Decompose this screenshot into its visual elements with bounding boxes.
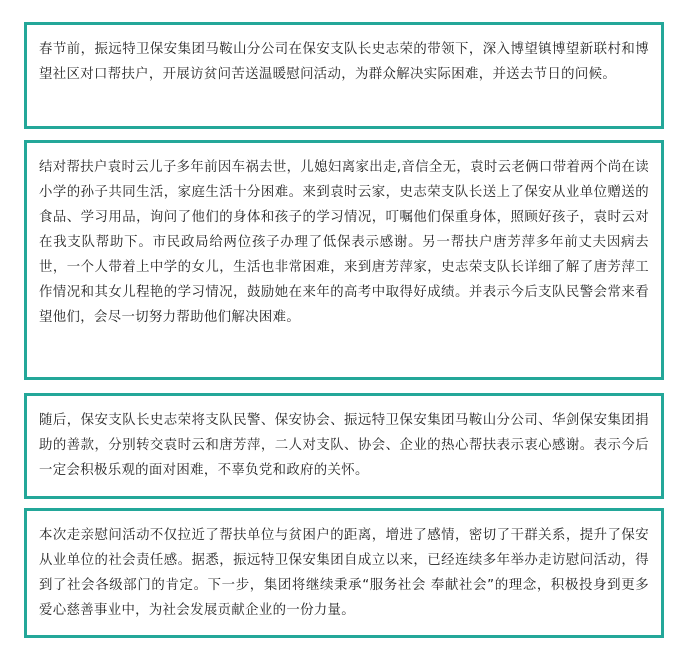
paragraph-text-3: 随后，保安支队长史志荣将支队民警、保安协会、振远特卫保安集团马鞍山分公司、华剑保安集团捐助的善款，分别转交袁时云和唐芳萍，二人对支队、协会、企业的热心帮扶表示衷心感谢。表示今后一定会积极乐观的面对困难，不辜负党和政府的关怀。: [39, 413, 649, 478]
paragraph-text-4: 本次走亲慰问活动不仅拉近了帮扶单位与贫困户的距离，增进了感情，密切了干群关系，提升了保安从业单位的社会责任感。据悉，振远特卫保安集团自成立以来，已经连续多年举办走访慰问活动，得到了社会各级部门的肯定。下一步，集团将继续秉承“服务社会 奉献社会”的理念，积极投身到更多爱心慈善事业中，为社会发展贡献企业的一份力量。: [39, 528, 649, 618]
paragraph-text-2: 结对帮扶户袁时云儿子多年前因车祸去世，儿媳妇离家出走,音信全无，袁时云老俩口带着两个尚在读小学的孙子共同生活，家庭生活十分困难。来到袁时云家，史志荣支队长送上了保安从业单位赠送的食品、学习用品，询问了他们的身体和孩子的学习情况，叮嘱他们保重身体，照顾好孩子，袁时云对在我支队帮助下。市民政局给两位孩子办理了低保表示感谢。另一帮扶户唐芳萍多年前丈夫因病去世，一个人带着上中学的女儿，生活也非常困难，来到唐芳萍家，史志荣支队长详细了解了唐芳萍工作情况和其女儿程艳的学习情况，鼓励她在来年的高考中取得好成绩。并表示今后支队民警会常来看望他们，会尽一切努力帮助他们解决困难。: [39, 160, 649, 325]
paragraph-box-3: [24, 393, 664, 499]
paragraph-box-1: [24, 22, 664, 129]
paragraph-text-1: 春节前，振远特卫保安集团马鞍山分公司在保安支队长史志荣的带领下，深入博望镇博望新联村和博望社区对口帮扶户，开展访贫问苦送温暖慰问活动，为群众解决实际困难，并送去节日的问候。: [39, 42, 649, 82]
paragraph-box-4: [24, 508, 664, 638]
paragraph-box-2: [24, 140, 664, 380]
